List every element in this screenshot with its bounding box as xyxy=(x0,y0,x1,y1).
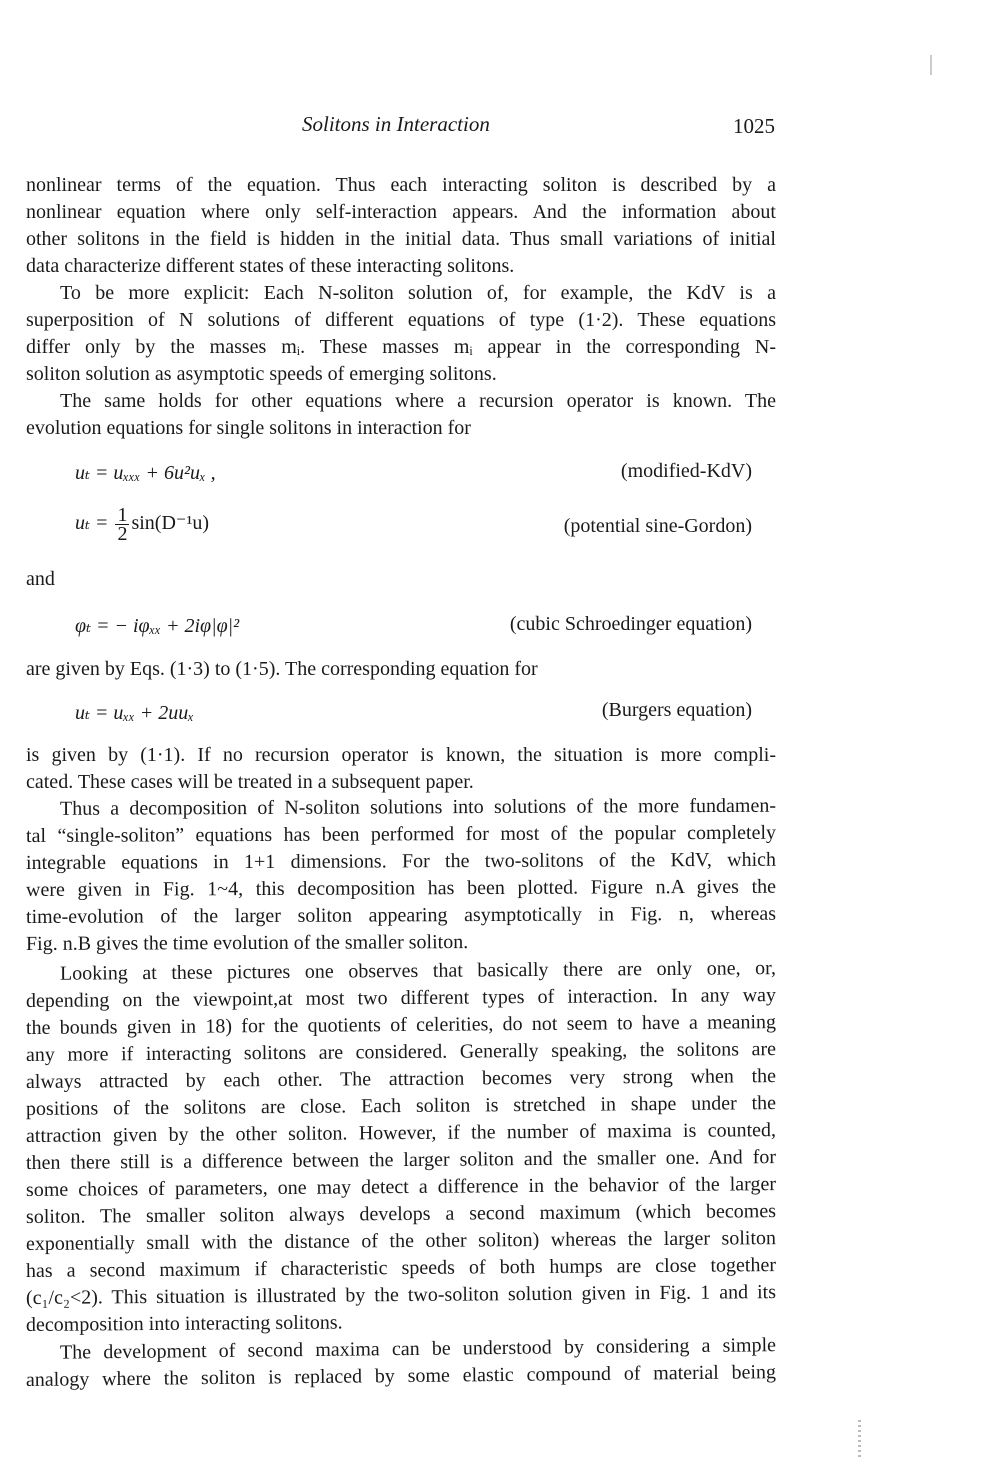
text-line: soliton. The smaller soliton always develops a second maximum (which becomes xyxy=(25,1200,777,1228)
text-line: analogy where the soliton is replaced by some elastic compound of material being xyxy=(25,1361,777,1391)
equation-label-schroedinger: (cubic Schroedinger equation) xyxy=(509,613,752,635)
equation-burgers: uₜ = uₓₓ + 2uuₓ xyxy=(75,702,194,724)
text-line: integrable equations in 1+1 dimensions. For the two-solitons of the KdV, which xyxy=(25,848,777,874)
scan-mark xyxy=(930,55,932,75)
equation-label-mkdv: (modified-KdV) xyxy=(620,460,752,482)
text-line: data characterize different states of these interacting solitons. xyxy=(26,255,515,277)
equation-mkdv: uₜ = uₓₓₓ + 6u²uₓ , xyxy=(75,462,216,484)
scan-mark xyxy=(858,1420,861,1460)
text-line: then there still is a difference between the larger soliton and the smaller one. And for xyxy=(25,1146,777,1174)
equation-label-sine-gordon: (potential sine-Gordon) xyxy=(563,515,752,537)
text-line: the bounds given in 18) for the quotients of celerities, do not seem to have a meaning xyxy=(25,1011,777,1039)
text-line: nonlinear terms of the equation. Thus each interacting soliton is described by a xyxy=(26,174,776,196)
text-line: Thus a decomposition of N-soliton solutions into solutions of the more fundamen- xyxy=(59,794,777,820)
text-line: nonlinear equation where only self-interaction appears. And the information about xyxy=(26,201,776,223)
text-line: some choices of parameters, one may detect a difference in the behavior of the larger xyxy=(25,1173,777,1201)
equation-lhs: uₜ = xyxy=(75,512,114,535)
text-line: is given by (1·1). If no recursion operator is known, the situation is more compli- xyxy=(26,744,776,766)
text-line: were given in Fig. 1~4, this decomposition has been plotted. Figure n.A gives the xyxy=(25,875,777,901)
text-line: To be more explicit: Each N-soliton solution of, for example, the KdV is a xyxy=(60,282,776,304)
text-line: tal “single-soliton” equations has been performed for most of the popular completely xyxy=(25,821,777,847)
text-line: any more if interacting solitons are considered. Generally speaking, the solitons are xyxy=(25,1038,777,1066)
text-line: superposition of N solutions of different equations of type (1·2). These equations xyxy=(26,309,776,331)
text-line: Looking at these pictures one observes that basically there are only one, or, xyxy=(59,957,777,985)
equation-label-burgers: (Burgers equation) xyxy=(601,699,752,721)
text-line: depending on the viewpoint,at most two different types of interaction. In any way xyxy=(25,984,777,1012)
text-line: exponentially small with the distance of the other soliton) whereas the larger soliton xyxy=(25,1227,777,1255)
equation-rhs: sin(D⁻¹u) xyxy=(131,512,210,535)
text-line: time-evolution of the larger soliton appearing asymptotically in Fig. n, whereas xyxy=(25,902,777,928)
text-line: always attracted by each other. The attraction becomes very strong when the xyxy=(25,1065,777,1093)
running-title: Solitons in Interaction xyxy=(302,112,490,136)
text-line: soliton solution as asymptotic speeds of emerging solitons. xyxy=(26,363,497,385)
text-line: The same holds for other equations where a recursion operator is known. The xyxy=(60,390,776,412)
text-line: attraction given by the other soliton. However, if the number of maxima is counted, xyxy=(25,1119,777,1147)
text-line: Fig. n.B gives the time evolution of the smaller soliton. xyxy=(25,931,469,955)
text-line: decomposition into interacting solitons. xyxy=(25,1311,343,1336)
text-line: cated. These cases will be treated in a subsequent paper. xyxy=(26,771,474,793)
fraction-denominator: 2 xyxy=(117,523,128,545)
text-line: are given by Eqs. (1·3) to (1·5). The corresponding equation for xyxy=(26,658,538,680)
and-word: and xyxy=(26,568,55,590)
page-number: 1025 xyxy=(733,114,775,138)
equation-sine-gordon xyxy=(75,506,209,543)
text-line: other solitons in the field is hidden in the initial data. Thus small variations of initial xyxy=(26,228,776,250)
text-line: differ only by the masses mᵢ. These masses mᵢ appear in the corresponding N- xyxy=(26,336,776,358)
page-header xyxy=(0,112,1000,142)
text-line: The development of second maxima can be understood by considering a simple xyxy=(59,1334,777,1364)
fraction xyxy=(115,506,129,543)
text-line: (c₁/c₂<2). This situation is illustrated by the two-soliton solution given in Fig. 1 and its xyxy=(25,1281,777,1309)
text-line: positions of the solitons are close. Each soliton is stretched in shape under the xyxy=(25,1092,777,1120)
fraction-numerator: 1 xyxy=(117,504,128,526)
text-line: evolution equations for single solitons in interaction for xyxy=(26,417,471,439)
equation-schroedinger: φₜ = − iφₓₓ + 2iφ|φ|² xyxy=(75,615,240,637)
text-line: has a second maximum if characteristic speeds of both humps are close together xyxy=(25,1254,777,1282)
